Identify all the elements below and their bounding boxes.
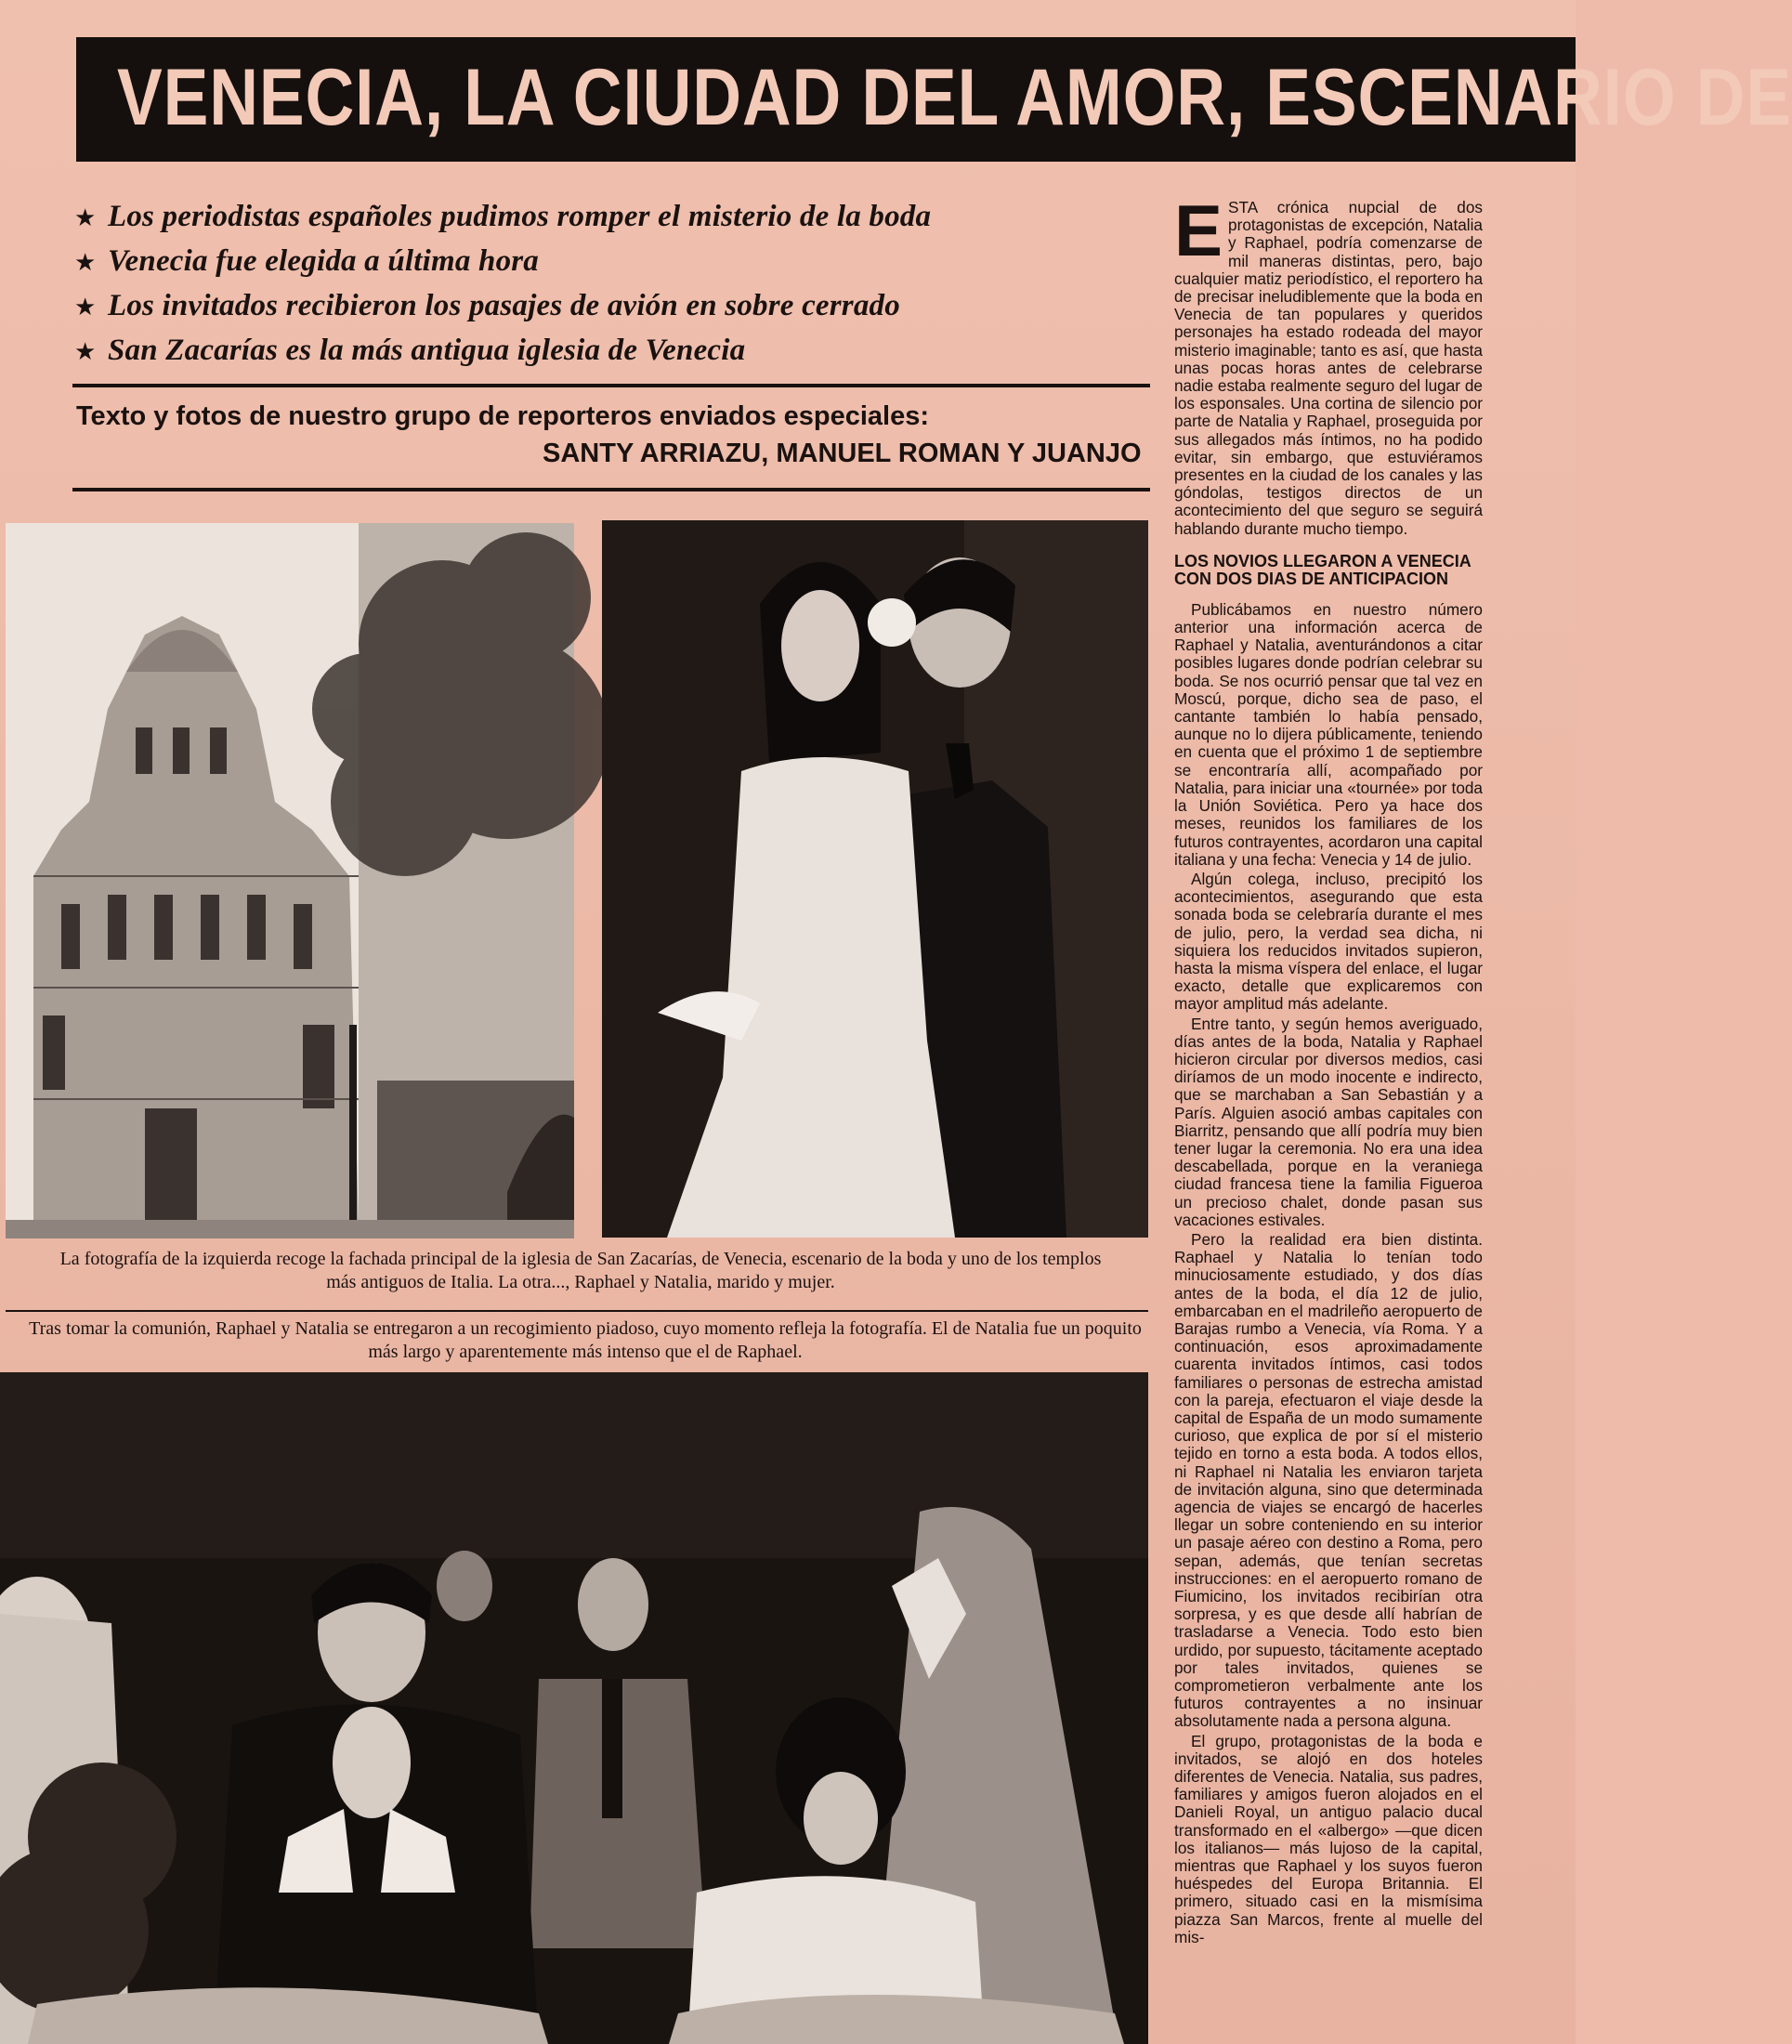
article-paragraph: El grupo, protagonistas de la boda e invitados, se alojó en dos hoteles diferentes de Venecia. Natalia, sus padres, familiares y amigos fueron alojados en el Danieli Royal, un antiguo palacio ducal transformado en el «albergo» —que dicen los italianos— más lujoso de la capital, mientras que Raphael y los suyos fueron huéspedes del Europa Britannia. El primero, situado casi en la mismísima piazza San Marcos, frente al muelle del mis- xyxy=(1174,1731,1483,1946)
credits-lead: Texto y fotos de nuestro grupo de reporteros enviados especiales: xyxy=(76,401,930,431)
bullet-item: ★ San Zacarías es la más antigua iglesia de Venecia xyxy=(74,334,746,367)
article-subhead: LOS NOVIOS LLEGARON A VENECIA CON DOS DIAS DE ANTICIPACION xyxy=(1174,551,1472,588)
church-photo xyxy=(6,523,574,1238)
article-paragraph: Publicábamos en nuestro número anterior una información acerca de Raphael y Natalia, aventurándonos a citar posibles lugares donde podrían celebrar su boda. Se nos ocurrió pensar que tal vez en Moscú, porque, dicho sea de paso, el cantante también lo había pensado, aunque no lo dijera públicamente, teniendo en cuenta que el próximo 1 de septiembre se encontraría allí, acompañado por Natalia, para iniciar una «tournée» por toda la Unión Soviética. Pero ya hace dos meses, reunidos los familiares de los futuros contrayentes, acordaron una capital italiana y una fecha: Venecia y 14 de julio. xyxy=(1174,599,1483,869)
article-paragraph: Pero la realidad era bien distinta. Raphael y Natalia lo tenían todo minuciosamente estudiado, y dos días antes de la boda, el día 12 de julio, embarcaban en el madrileño aeropuerto de Barajas rumbo a Venecia, vía Roma. Y a continuación, esos aproximadamente cuarenta invitados íntimos, casi todos familiares o personas de estrecha amistad con la pareja, efectuaron el viaje desde la capital de España de un modo sumamente curioso, que explica de por sí el misterio tejido en torno a esta boda. A todos ellos, ni Raphael ni Natalia les enviaron tarjeta de invitación alguna, sino que determinada agencia de viajes se encargó de hacerles llegar un sobre conteniendo en su interior un pasaje aéreo con destino a Roma, pero sepan, además, que tenían secretas instrucciones: en el aeropuerto romano de Fiumicino, los invitados recibirían otra sorpresa, y es que desde allí habrían de trasladarse a Venecia. Todo esto bien urdido, por supuesto, tácitamente aceptado por tales invitados, quienes se comprometieron verbalmente ante los futuros contrayentes a no insinuar absolutamente nada a persona alguna. xyxy=(1174,1229,1483,1731)
photo-caption-bottom: Tras tomar la comunión, Raphael y Natalia se entregaron a un recogimiento piadoso, cuyo momento refleja la fotografía. El de Natalia fue un poquito más largo y aparentemente más intenso que el de Raphael. xyxy=(29,1318,1142,1362)
headline: VENECIA, LA CIUDAD DEL AMOR, ESCENARIO DE xyxy=(117,53,1792,142)
star-icon: ★ xyxy=(74,204,97,232)
prayer-photo xyxy=(0,1372,1148,2044)
star-icon: ★ xyxy=(74,249,97,277)
photo-caption-top: La fotografía de la izquierda recoge la fachada principal de la iglesia de San Zacarías, de Venecia, escenario de la boda y uno de los templos más antiguos de Italia. La otra..., Raphael y Natalia, marido y mujer. xyxy=(59,1249,1102,1292)
bullet-item: ★ Los periodistas españoles pudimos romper el misterio de la boda xyxy=(74,200,932,233)
article-intro: ESTA crónica nupcial de dos protagonistas de excepción, Natalia y Raphael, podría comenzarse de mil maneras distintas, pero, bajo cualquier matiz periodístico, el reportero ha de precisar ineludiblemente que la boda en Venecia de tan populares y queridos personajes ha estado rodeada del mayor misterio imaginable; tanto es así, que hasta unas pocas horas antes de celebrarse nadie estaba realmente seguro del lugar de los esponsales. Una cortina de silencio por parte de Natalia y Raphael, proseguida por sus allegados más íntimos, no ha podido evitar, sin embargo, que estuviéramos presentes en la ciudad de los canales y las góndolas, testigos directos de un acontecimiento del que seguro se seguirá hablando durante mucho tiempo. xyxy=(1174,190,1483,538)
divider-rule xyxy=(72,384,1150,387)
article-paragraph: Algún colega, incluso, precipitó los acontecimientos, asegurando que esta sonada boda se celebraría durante el mes de julio, pero, la verdad sea dicha, ni siquiera los reducidos invitados supieron, hasta la misma víspera del enlace, el lugar exacto, detalle que explicaremos con mayor amplitud más adelante. xyxy=(1174,869,1483,1014)
star-icon: ★ xyxy=(74,294,97,321)
credits-names: SANTY ARRIAZU, MANUEL ROMAN Y JUANJO xyxy=(543,439,1142,468)
drop-cap: E xyxy=(1174,190,1223,271)
bullet-list xyxy=(74,200,1152,378)
article-column xyxy=(1174,190,1483,1948)
divider-rule xyxy=(72,488,1150,491)
bullet-item: ★ Venecia fue elegida a última hora xyxy=(74,244,540,278)
star-icon: ★ xyxy=(74,338,97,366)
divider-rule xyxy=(6,1310,1148,1312)
headline-band xyxy=(76,37,1792,162)
couple-photo xyxy=(602,520,1148,1238)
article-paragraph: Entre tanto, y según hemos averiguado, días antes de la boda, Natalia y Raphael hicieron circular por diversos medios, casi diríamos de un modo inocente e indirecto, que se marchaban a San Sebastián y a París. Alguien asoció ambas capitales con Biarritz, pensando que allí podría muy bien tener lugar la ceremonia. No era una idea descabellada, porque en la veraniega ciudad francesa tiene la familia Figueroa un precioso chalet, donde pasan sus vacaciones estivales. xyxy=(1174,1014,1483,1229)
bullet-item: ★ Los invitados recibieron los pasajes de avión en sobre cerrado xyxy=(74,289,900,322)
